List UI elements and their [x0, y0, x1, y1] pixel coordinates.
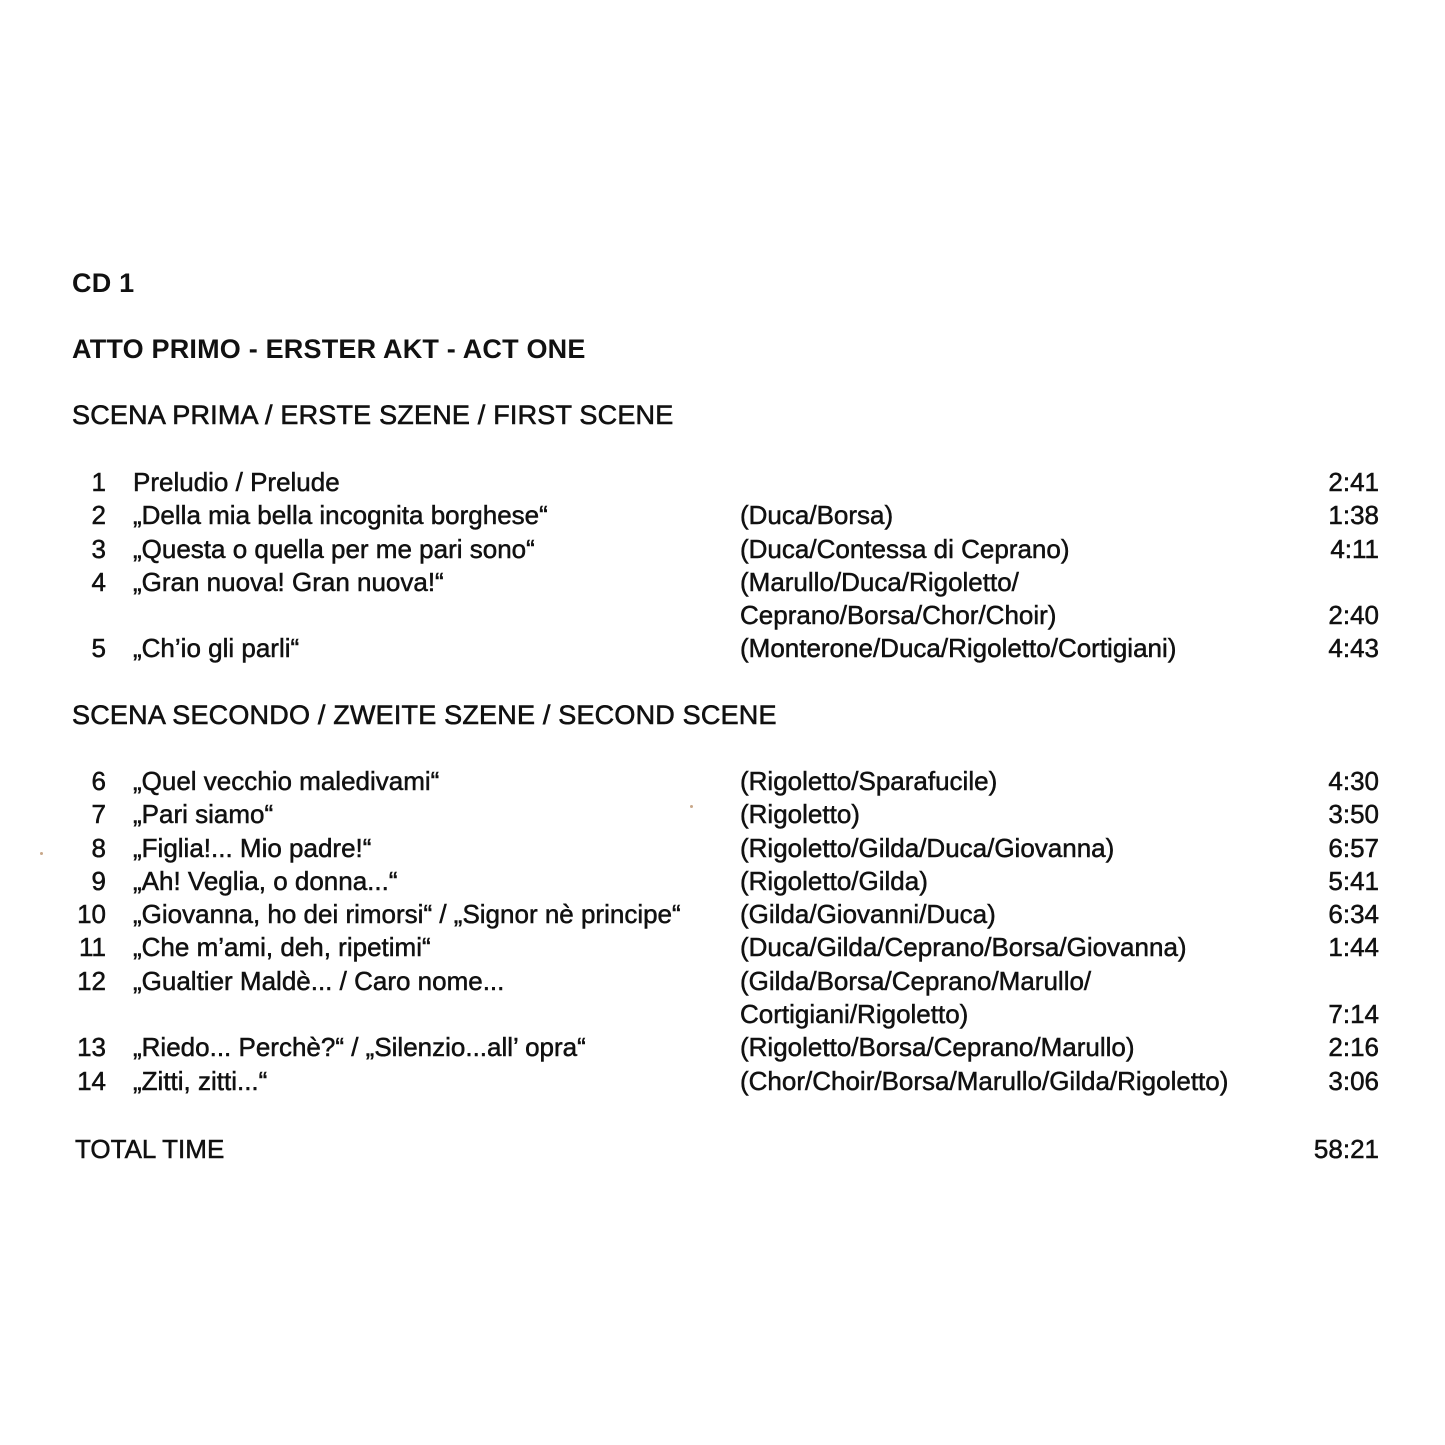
- track-row: [0, 566, 1445, 633]
- track-number: 3: [91, 533, 106, 564]
- track-number: 13: [77, 1032, 106, 1063]
- track-title: „Zitti, zitti...“: [133, 1065, 268, 1096]
- track-duration: 7:14: [1328, 999, 1379, 1030]
- track-row: [0, 798, 1445, 831]
- track-duration: 3:06: [1328, 1065, 1379, 1096]
- cd-label: CD 1: [72, 268, 135, 298]
- track-row: [0, 632, 1445, 665]
- track-roles: (Rigoletto/Sparafucile): [740, 766, 998, 796]
- track-roles: (Gilda/Giovanni/Duca): [740, 899, 996, 930]
- track-title: „Ah! Veglia, o donna...“: [133, 865, 398, 896]
- track-list: [0, 765, 1445, 1098]
- track-roles: (Duca/Gilda/Ceprano/Borsa/Giovanna): [740, 932, 1187, 963]
- track-row: [0, 765, 1445, 798]
- track-number: 5: [91, 633, 106, 664]
- total-time-label: TOTAL TIME: [75, 1134, 225, 1164]
- track-title: „Che m’ami, deh, ripetimi“: [133, 932, 431, 963]
- track-row: [0, 466, 1445, 499]
- track-row: [0, 965, 1445, 1032]
- track-title: „Gran nuova! Gran nuova!“: [133, 566, 444, 597]
- track-number: 11: [79, 932, 106, 963]
- track-number: 14: [77, 1065, 106, 1096]
- track-duration: 4:30: [1328, 766, 1379, 796]
- track-duration: 2:16: [1328, 1032, 1379, 1063]
- track-title: „Riedo... Perchè?“ / „Silenzio...all’ opra“: [133, 1032, 586, 1063]
- track-title: „Della mia bella incognita borghese“: [133, 500, 548, 531]
- track-row: [0, 499, 1445, 532]
- track-duration: 1:44: [1328, 932, 1379, 963]
- track-row: [0, 865, 1445, 898]
- track-number: 1: [91, 467, 106, 497]
- scene-title: SCENA PRIMA / ERSTE SZENE / FIRST SCENE: [72, 400, 674, 430]
- track-title: „Quel vecchio maledivami“: [133, 766, 440, 796]
- track-duration: 2:40: [1328, 600, 1379, 631]
- act-title: ATTO PRIMO - ERSTER AKT - ACT ONE: [72, 334, 586, 364]
- track-roles: (Monterone/Duca/Rigoletto/Cortigiani): [740, 633, 1177, 664]
- track-roles-continued: Ceprano/Borsa/Chor/Choir): [740, 600, 1057, 631]
- track-number: 10: [77, 899, 106, 930]
- track-number: 9: [91, 865, 106, 896]
- track-title: „Pari siamo“: [133, 799, 274, 830]
- track-duration: 2:41: [1328, 467, 1379, 497]
- track-title: „Gualtier Maldè... / Caro nome...: [133, 965, 505, 996]
- paper-speck: [690, 805, 693, 808]
- paper-speck: [40, 852, 43, 855]
- track-row: [0, 1031, 1445, 1064]
- track-roles: (Marullo/Duca/Rigoletto/: [740, 566, 1019, 597]
- track-duration: 1:38: [1328, 500, 1379, 531]
- track-number: 12: [77, 965, 106, 996]
- track-number: 7: [91, 799, 106, 830]
- track-roles: (Duca/Contessa di Ceprano): [740, 533, 1070, 564]
- track-title: „Questa o quella per me pari sono“: [133, 533, 535, 564]
- track-row: [0, 533, 1445, 566]
- track-row: [0, 931, 1445, 964]
- track-roles: (Gilda/Borsa/Ceprano/Marullo/: [740, 965, 1092, 996]
- track-title: „Giovanna, ho dei rimorsi“ / „Signor nè principe“: [133, 899, 681, 930]
- track-list: [0, 466, 1445, 666]
- scene-title: SCENA SECONDO / ZWEITE SZENE / SECOND SCENE: [72, 700, 777, 730]
- track-roles-continued: Cortigiani/Rigoletto): [740, 999, 969, 1030]
- track-duration: 4:11: [1330, 533, 1379, 564]
- track-title: „Ch’io gli parli“: [133, 633, 300, 664]
- track-title: „Figlia!... Mio padre!“: [133, 832, 372, 863]
- track-duration: 6:34: [1328, 899, 1379, 930]
- track-row: [0, 832, 1445, 865]
- track-duration: 4:43: [1328, 633, 1379, 664]
- track-duration: 6:57: [1328, 832, 1379, 863]
- track-number: 6: [91, 766, 106, 796]
- track-number: 2: [91, 500, 106, 531]
- track-roles: (Rigoletto/Borsa/Ceprano/Marullo): [740, 1032, 1135, 1063]
- track-roles: (Rigoletto): [740, 799, 860, 830]
- track-duration: 5:41: [1328, 865, 1379, 896]
- track-title: Preludio / Prelude: [133, 467, 340, 497]
- track-roles: (Duca/Borsa): [740, 500, 894, 531]
- track-row: [0, 1065, 1445, 1098]
- track-roles: (Rigoletto/Gilda/Duca/Giovanna): [740, 832, 1115, 863]
- total-time-value: 58:21: [1313, 1134, 1379, 1164]
- track-number: 4: [91, 566, 106, 597]
- track-row: [0, 898, 1445, 931]
- track-roles: (Chor/Choir/Borsa/Marullo/Gilda/Rigoletto): [740, 1065, 1229, 1096]
- track-duration: 3:50: [1328, 799, 1379, 830]
- track-roles: (Rigoletto/Gilda): [740, 865, 928, 896]
- track-number: 8: [91, 832, 106, 863]
